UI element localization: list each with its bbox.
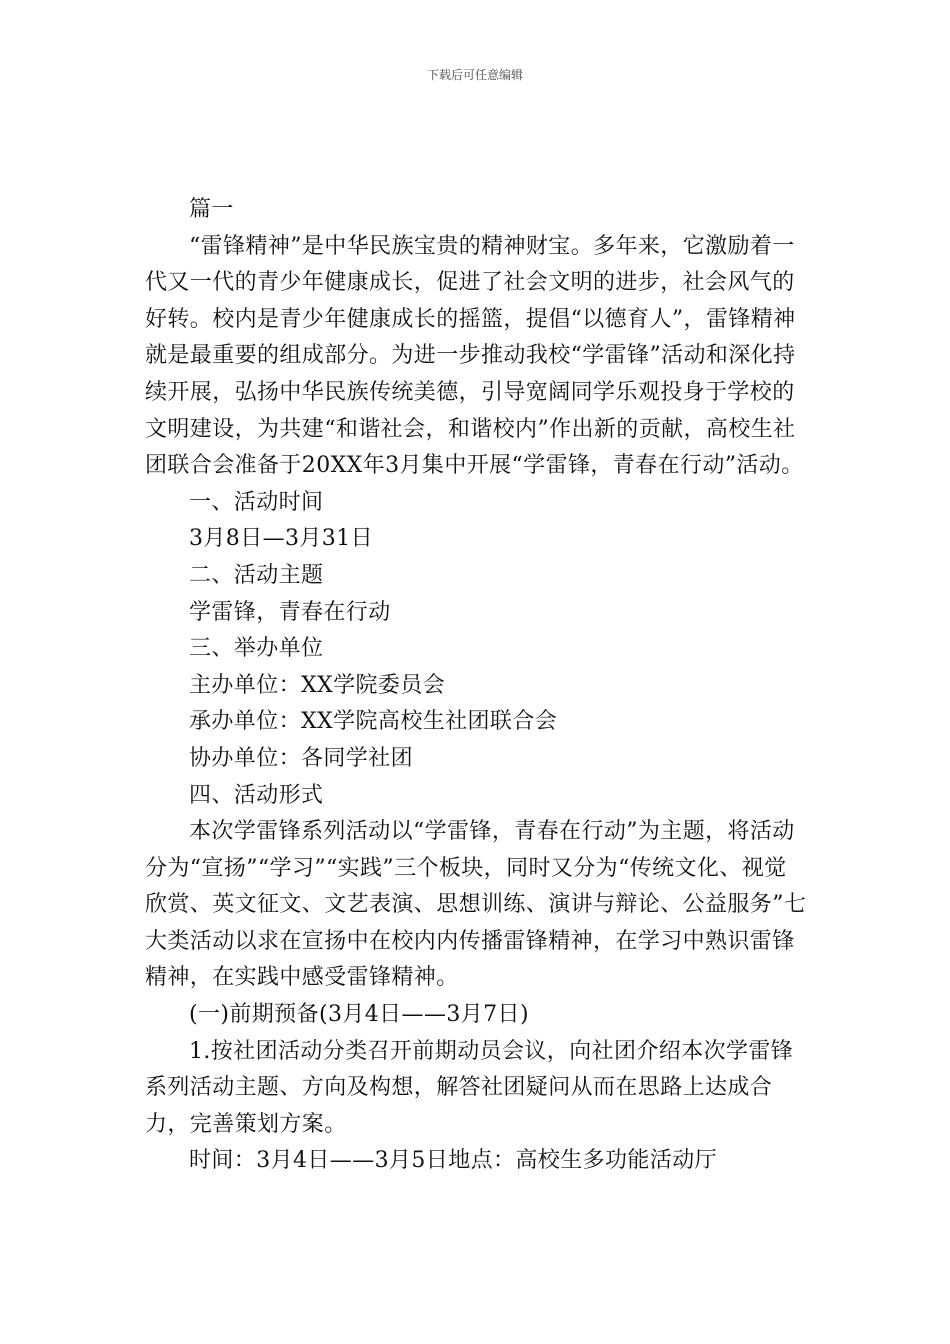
organizer-co-host: 协办单位：各同学社团 xyxy=(189,745,414,771)
document-body xyxy=(145,192,807,1180)
organizer-host: 主办单位：XX学院委员会 xyxy=(189,672,446,698)
heading-activity-form: 四、活动形式 xyxy=(189,782,324,808)
preparation-item-1: 1.按社团活动分类召开前期动员会议，向社团介绍本次学雷锋系列活动主题、方向及构想，解答社团疑问从而在思路上达成合力，完善策划方案。 xyxy=(145,1038,794,1137)
heading-activity-theme: 二、活动主题 xyxy=(189,562,324,588)
page-header-note: 下载后可任意编辑 xyxy=(426,68,523,82)
activity-form-paragraph: 本次学雷锋系列活动以“学雷锋，青春在行动”为主题，将活动分为“宣扬”“学习”“实践”三个板块，同时又分为“传统文化、视觉欣赏、英文征文、文艺表演、思想训练、演讲与辩论、公益服务”七大类活动以求在宣扬中在校内内传播雷锋精神，在学习中熟识雷锋精神，在实践中感受雷锋精神。 xyxy=(145,819,807,991)
preparation-time-place: 时间：3月4日——3月5日地点：高校生多功能活动厅 xyxy=(189,1148,717,1174)
activity-theme-value: 学雷锋，青春在行动 xyxy=(189,599,391,625)
heading-preparation: (一)前期预备(3月4日——3月7日) xyxy=(189,1002,529,1028)
intro-paragraph: “雷锋精神”是中华民族宝贵的精神财宝。多年来，它激励着一代又一代的青少年健康成长，促进了社会文明的进步，社会风气的好转。校内是青少年健康成长的摇篮，提倡“以德育人”，雷锋精神就是最重要的组成部分。为进一步推动我校“学雷锋”活动和深化持续开展，弘扬中华民族传统美德，引导宽阔同学乐观投身于学校的文明建设，为共建“和谐社会，和谐校内”作出新的贡献，高校生社团联合会准备于20XX年3月集中开展“学雷锋，青春在行动”活动。 xyxy=(145,233,804,479)
organizer-undertaker: 承办单位：XX学院高校生社团联合会 xyxy=(189,709,558,735)
section-label: 篇一 xyxy=(189,197,234,222)
heading-organizers: 三、举办单位 xyxy=(189,636,324,662)
heading-activity-time: 一、活动时间 xyxy=(189,489,324,515)
activity-time-value: 3月8日—3月31日 xyxy=(189,526,373,552)
